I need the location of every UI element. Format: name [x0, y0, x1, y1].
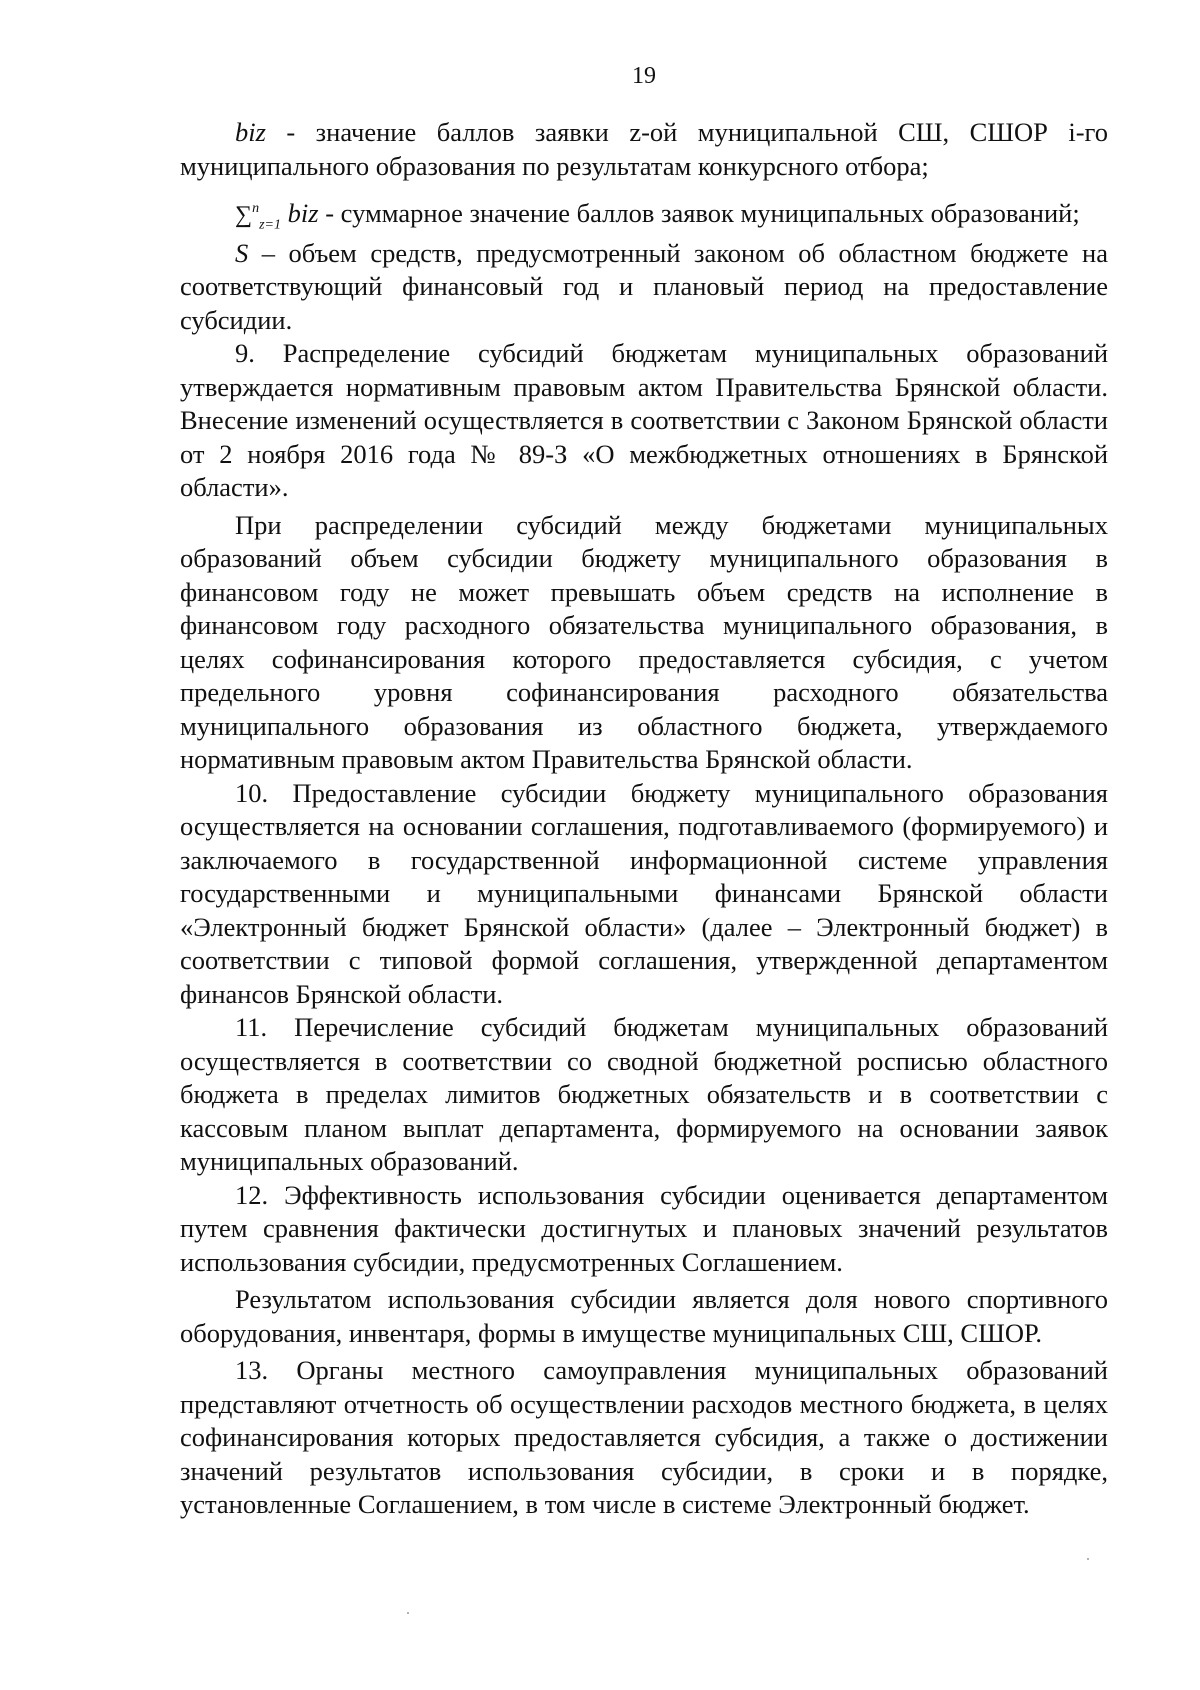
paragraph-text: - суммарное значение баллов заявок муниципальных образований;: [318, 198, 1080, 228]
sum-lower-limit: z=1: [259, 217, 282, 233]
biz-symbol: biz: [235, 117, 266, 147]
paragraph-text: – объем средств, предусмотренный законом об областном бюджете на соответствующий финансовый год и плановый период на предоставление субсидии.: [180, 237, 1108, 335]
paragraph-biz-definition: [180, 116, 1108, 183]
paragraph-12: 12. Эффективность использования субсидии оценивается департаментом путем сравнения фактически достигнутых и плановых значений результатов использования субсидии, предусмотренных Соглашением.: [180, 1179, 1108, 1277]
s-symbol: S: [235, 237, 249, 268]
paragraph-9: 9. Распределение субсидий бюджетам муниципальных образований утверждается нормативным правовым актом Правительства Брянской области. Внесение изменений осуществляется в соответствии с Законом Брянской области от 2 ноября 2016 года № 89-З «О межбюджетных отношениях в Брянской области».: [180, 338, 1108, 502]
biz-symbol: biz: [287, 198, 319, 228]
paragraph-text: - значение баллов заявки z-ой муниципальной СШ, СШОР i-го муниципального образования по результатам конкурсного отбора;: [180, 117, 1108, 181]
paragraph-sum-definition: [180, 197, 1108, 233]
paragraph-result: Результатом использования субсидии является доля нового спортивного оборудования, инвентаря, формы в имуществе муниципальных СШ, СШОР.: [180, 1284, 1108, 1348]
page-number: 19: [632, 63, 656, 89]
scan-speck: [1087, 1558, 1089, 1560]
scan-speck: [407, 1612, 409, 1614]
paragraph-11: 11. Перечисление субсидий бюджетам муниципальных образований осуществляется в соответствии со сводной бюджетной росписью областного бюджета в пределах лимитов бюджетных обязательств и в соответствии с кассовым планом выплат департамента, формируемого на основании заявок муниципальных образований.: [180, 1012, 1108, 1176]
paragraph-13: 13. Органы местного самоуправления муниципальных образований представляют отчетность об осуществлении расходов местного бюджета, в целях софинансирования которых предоставляется субсидия, а также о достижении значений результатов использования субсидии, в сроки и в порядке, установленные Соглашением, в том числе в системе Электронный бюджет.: [180, 1355, 1108, 1519]
sum-upper-limit: n: [252, 201, 260, 217]
paragraph-10: 10. Предоставление субсидии бюджету муниципального образования осуществляется на основании соглашения, подготавливаемого (формируемого) и заключаемого в государственной информационной системе управления государственными и муниципальными финансами Брянской области «Электронный бюджет Брянской области» (далее – Электронный бюджет) в соответствии с типовой формой соглашения, утвержденной департаментом финансов Брянской области.: [180, 777, 1108, 1009]
sum-symbol: ∑: [235, 202, 253, 228]
paragraph-distribution: При распределении субсидий между бюджетами муниципальных образований объем субсидии бюджету муниципального образования в финансовом году не может превышать объем средств на исполнение в финансовом году расходного обязательства муниципального образования, в целях софинансирования которого предоставляется субсидия, с учетом предельного уровня софинансирования расходного обязательства муниципального образования из областного бюджета, утверждаемого нормативным правовым актом Правительства Брянской области.: [180, 509, 1108, 774]
paragraph-s-definition: [180, 237, 1108, 338]
